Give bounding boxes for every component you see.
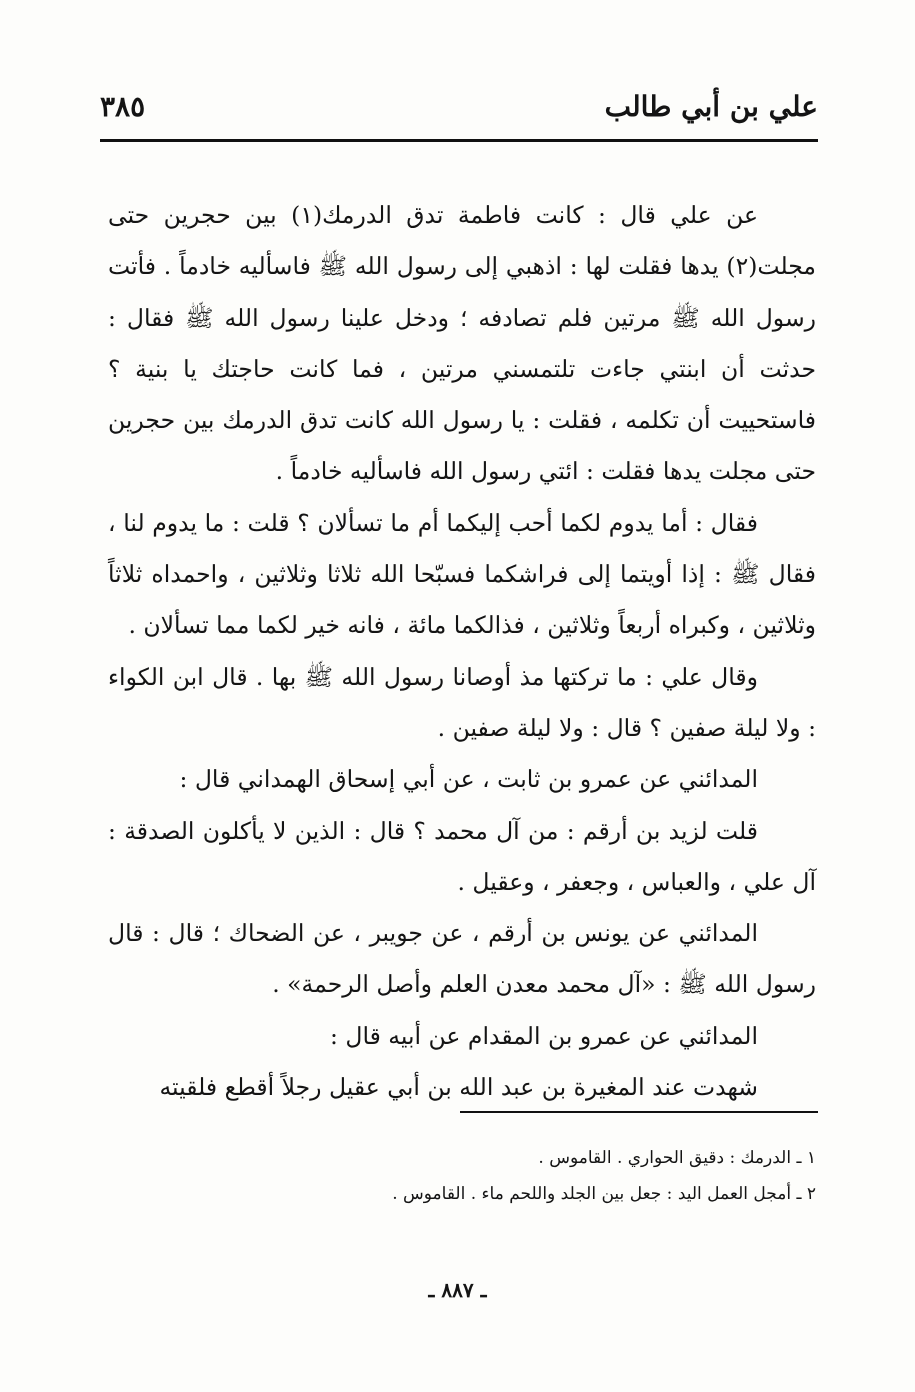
footer-page-number: ـ ٨٨٧ ـ bbox=[428, 1278, 487, 1302]
header-rule bbox=[100, 139, 818, 142]
paragraph-zaid-ibn-arqam: قلت لزيد بن أرقم : من آل محمد ؟ قال : الذين لا يأكلون الصدقة : آل علي ، والعباس ، وجعفر ، وعقيل . bbox=[108, 816, 816, 896]
footnote-1: ١ ـ الدرمك : دقيق الحواري . القاموس . bbox=[538, 1148, 816, 1168]
header-page-number: ٣٨٥ bbox=[100, 90, 146, 123]
paragraph-madaini-2: المدائني عن يونس بن أرقم ، عن جويبر ، عن الضحاك ؛ قال : قال رسول الله ﷺ : «آل محمد معدن العلم وأصل الرحمة» . bbox=[108, 919, 816, 999]
running-header bbox=[100, 88, 818, 136]
paragraph-madaini-3: المدائني عن عمرو بن المقدام عن أبيه قال : bbox=[329, 1021, 758, 1050]
paragraph-tasbih: فقال : أما يدوم لكما أحب إليكما أم ما تسألان ؟ قلت : ما يدوم لنا ، فقال ﷺ : إذا أويتما إلى فراشكما فسبّحا الله ثلاثا وثلاثين ، واحمداه ثلاثاً وثلاثين ، وكبراه أربعاً وثلاثين ، فذالكما مائة ، فانه خير لكما مما تسألان . bbox=[108, 508, 816, 640]
paragraph-siffin: وقال علي : ما تركتها مذ أوصانا رسول الله ﷺ بها . قال ابن الكواء : ولا ليلة صفين ؟ قال : ولا ليلة صفين . bbox=[108, 662, 816, 742]
paragraph-fatima-grinding: عن علي قال : كانت فاطمة تدق الدرمك(١) بين حجرين حتى مجلت(٢) يدها فقلت لها : اذهبي إلى رسول الله ﷺ فاسأليه خادماً . فأتت رسول الله ﷺ مرتين فلم تصادفه ؛ ودخل علينا رسول الله ﷺ فقال : حدثت أن ابنتي جاءت تلتمسني مرتين ، فما كانت حاجتك يا بنية ؟ فاستحييت أن تكلمه ، فقلت : يا رسول الله كانت تدق الدرمك بين حجرين حتى مجلت يدها فقلت : ائتي رسول الله فاسأليه خادماً . bbox=[108, 201, 816, 486]
main-text bbox=[108, 190, 816, 1113]
running-title: علي بن أبي طالب bbox=[604, 90, 818, 123]
footnotes bbox=[108, 1140, 816, 1212]
footnote-2: ٢ ـ أمجل العمل اليد : جعل بين الجلد واللحم ماء . القاموس . bbox=[392, 1184, 816, 1204]
paragraph-madaini-1: المدائني عن عمرو بن ثابت ، عن أبي إسحاق الهمداني قال : bbox=[179, 765, 758, 794]
footnote-rule bbox=[460, 1111, 818, 1113]
paragraph-mughira: شهدت عند المغيرة بن عبد الله بن أبي عقيل رجلاً أقطع فلقيته bbox=[159, 1073, 758, 1102]
